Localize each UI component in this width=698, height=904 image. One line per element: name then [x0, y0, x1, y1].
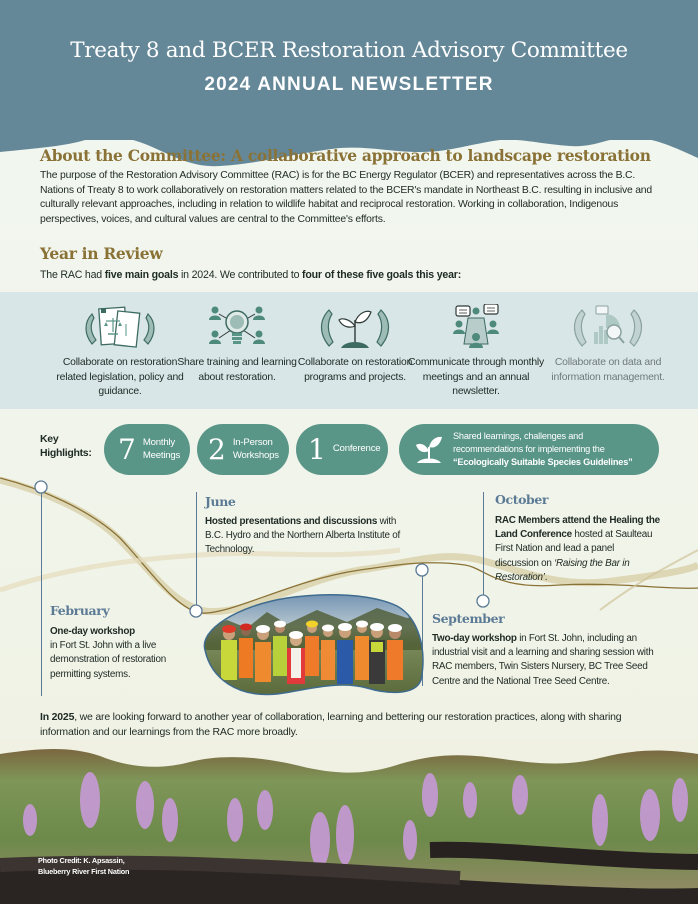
- highlight-line: Workshops: [232, 449, 279, 461]
- timeline-month-september: September: [432, 611, 505, 626]
- photo-credit-line: Blueberry River First Nation: [38, 867, 130, 876]
- goal-label: Collaborate on restoration related legislation, policy and guidance.: [56, 357, 184, 397]
- guidelines-text: [453, 430, 633, 469]
- kh-label-line: Key: [40, 433, 59, 445]
- highlight-count: 1: [308, 432, 326, 466]
- highlight-monthly-meetings: [104, 424, 190, 475]
- event-text: with B.C. Hydro and the Northern Alberta Institute of Technology.: [205, 516, 400, 556]
- about-body: The purpose of the Restoration Advisory Committee (RAC) is for the BC Energy Regulator (BCER) and representatives across the B.C. Nations of Treaty 8 to work collaboratively on restoration matters related to the BCER's mandate in Northeast B.C. resulting in inclusive and culturally relevant approaches, including in relation to wildlife habitat and reciprocal restoration. Working in collaboration, Indigenous perspectives, voices, and cultural values are central to the Committee's efforts.: [40, 170, 652, 225]
- kh-label-line: Highlights:: [40, 447, 92, 459]
- training-lightbulb-network-icon: [187, 304, 287, 350]
- event-bold: Hosted presentations and discussions: [205, 516, 378, 527]
- intro-bold-goals: five main goals: [104, 269, 179, 281]
- highlight-line: In-Person: [232, 437, 273, 448]
- timeline-event-june: [205, 515, 415, 558]
- seedling-hands-icon: [305, 304, 405, 350]
- timeline-event-october: [495, 514, 660, 585]
- highlight-line: Monthly: [142, 437, 176, 448]
- event-text: .: [544, 571, 548, 583]
- event-text: hosted at Saulteau First Nation and lead a panel discussion on: [495, 529, 653, 569]
- about-heading: About the Committee: A collaborative approach to landscape restoration: [40, 146, 651, 165]
- intro-text: in 2024. We contributed to: [178, 269, 303, 281]
- highlight-species-guidelines: [399, 424, 659, 475]
- event-text: in Fort St. John with a live demonstration of restoration permitting systems.: [50, 640, 166, 680]
- highlight-text: [143, 437, 180, 462]
- goal-label: Share training and learning about restoration.: [177, 357, 297, 383]
- photo-credit: [38, 855, 129, 877]
- year-in-review-intro: [40, 269, 666, 281]
- event-bold: Two-day workshop: [432, 633, 517, 644]
- seedling-icon: [415, 435, 443, 465]
- goal-data: [538, 304, 678, 385]
- goal-label: Collaborate on data and information management.: [551, 357, 665, 383]
- timeline-event-february: [50, 625, 190, 682]
- timeline-month-february: February: [50, 603, 110, 618]
- highlight-text: Conference: [332, 443, 381, 455]
- meeting-chat-icon: [426, 304, 526, 350]
- timeline-month-june: June: [205, 494, 236, 509]
- event-text: in Fort St. John, including an industrial visit and a learning and sharing session with RAC members, Twin Sisters Nursery, BC Tree Seed Centre and the National Tree Seed Centre.: [432, 633, 654, 687]
- event-bold: One-day workshop: [50, 626, 135, 637]
- intro-text: The RAC had: [40, 269, 105, 281]
- header-banner: [0, 0, 698, 140]
- goal-label: Collaborate on restoration programs and projects.: [297, 357, 413, 383]
- closing-bold: In 2025: [40, 711, 75, 723]
- fireweed-photo: [0, 740, 698, 904]
- guidelines-title: “Ecologically Suitable Species Guidelines”: [453, 457, 633, 467]
- highlight-text: [233, 437, 279, 462]
- intro-bold-contributed: four of these five goals this year:: [302, 269, 462, 281]
- timeline-connector-october: [483, 492, 484, 595]
- group-photo: [197, 590, 425, 696]
- goal-programs: [285, 304, 425, 385]
- goal-communicate: [406, 304, 546, 400]
- highlight-workshops: [197, 424, 289, 475]
- event-italic: ‘Raising the Bar in Restoration’: [495, 557, 630, 583]
- guidelines-line: Shared learnings, challenges and: [453, 431, 583, 441]
- highlight-count: 2: [208, 432, 226, 466]
- closing-statement: [40, 710, 670, 739]
- goals-band: [0, 292, 698, 409]
- highlight-conference: [296, 424, 388, 475]
- highlight-count: 7: [118, 432, 136, 466]
- closing-text: , we are looking forward to another year of collaboration, learning and bettering our restoration practices, along with sharing information and our learnings from the RAC more broadly.: [40, 711, 622, 738]
- timeline-connector-february: [41, 493, 42, 696]
- newsletter-title: Treaty 8 and BCER Restoration Advisory Committee: [70, 38, 628, 63]
- event-bold: RAC Members attend the Healing the Land Conference: [495, 515, 660, 541]
- year-in-review-heading: Year in Review: [40, 244, 163, 263]
- legislation-documents-icon: [70, 304, 170, 350]
- highlight-line: Meetings: [142, 449, 181, 461]
- timeline-connector-june: [196, 492, 197, 605]
- newsletter-subtitle: 2024 ANNUAL NEWSLETTER: [204, 74, 494, 95]
- data-magnifier-hands-icon: [558, 304, 658, 350]
- timeline-event-september: [432, 632, 667, 689]
- goal-label: Communicate through monthly meetings and an annual newsletter.: [407, 357, 545, 397]
- guidelines-line: recommendations for implementing the: [453, 444, 605, 454]
- photo-credit-line: Photo Credit: K. Apsassin,: [38, 856, 125, 865]
- timeline-month-october: October: [495, 492, 549, 507]
- key-highlights-label: [40, 432, 92, 460]
